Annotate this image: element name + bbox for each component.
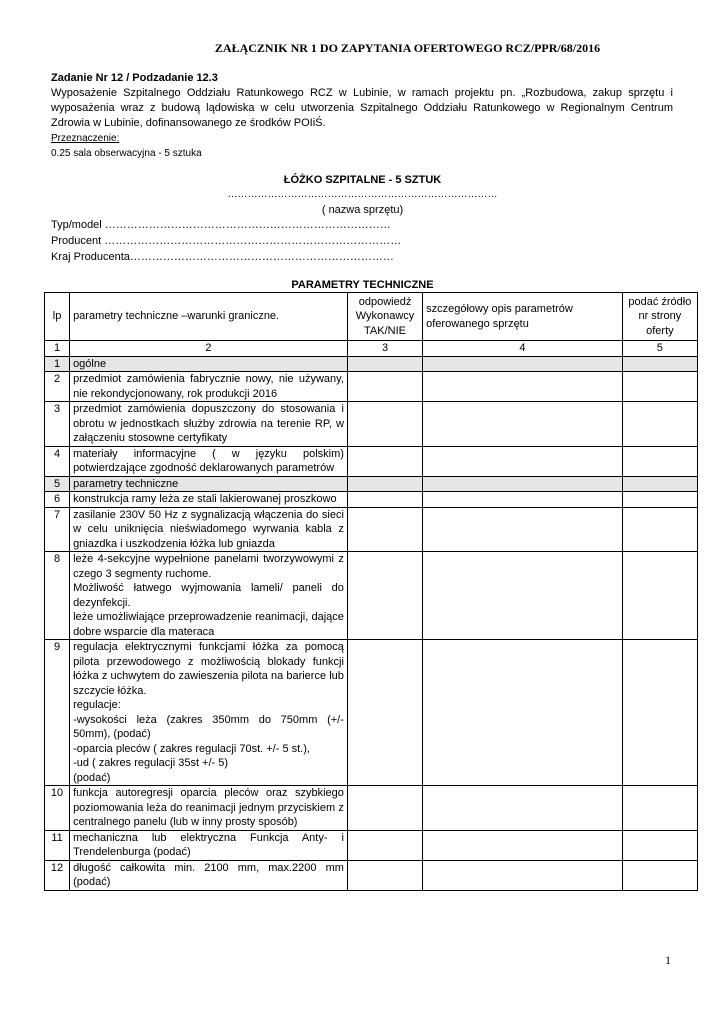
row-parameter: parametry techniczne bbox=[70, 476, 348, 492]
row-parameter: mechaniczna lub elektryczna Funkcja Anty- i Trendelenburga (podać) bbox=[70, 830, 348, 860]
description-cell[interactable] bbox=[423, 492, 623, 508]
col-number: 5 bbox=[622, 341, 697, 357]
table-row bbox=[45, 492, 698, 508]
table-row bbox=[45, 860, 698, 890]
source-cell[interactable] bbox=[622, 786, 697, 831]
source-cell[interactable] bbox=[622, 372, 697, 402]
table-row bbox=[45, 507, 698, 552]
row-number: 8 bbox=[45, 552, 70, 640]
row-parameter: zasilanie 230V 50 Hz z sygnalizacją włączenia do sieci w celu uniknięcia nieświadomego wyrwania kabla z gniazdka i uszkodzenia łóżka lub gniazda bbox=[70, 507, 348, 552]
row-number: 9 bbox=[45, 640, 70, 786]
source-cell[interactable] bbox=[622, 552, 697, 640]
params-table bbox=[44, 292, 698, 891]
row-number: 6 bbox=[45, 492, 70, 508]
description-cell[interactable] bbox=[423, 860, 623, 890]
row-number: 3 bbox=[45, 402, 70, 447]
description-cell[interactable] bbox=[423, 402, 623, 447]
destination-value: 0.25 sala obserwacyjna - 5 sztuka bbox=[51, 148, 202, 159]
row-parameter: ogólne bbox=[70, 356, 348, 372]
row-number: 1 bbox=[45, 356, 70, 372]
col-number: 1 bbox=[45, 341, 70, 357]
parameter-line: leże 4-sekcyjne wypełnione panelami tworzywowymi z czego 3 segmenty ruchome. bbox=[73, 553, 344, 580]
equipment-fields bbox=[51, 217, 401, 265]
type-model-field: Typ/model …………………………………………………………………… bbox=[51, 219, 391, 231]
page-number: 1 bbox=[665, 953, 671, 967]
row-number: 10 bbox=[45, 786, 70, 831]
producer-field: Producent ……………………………………………………………………… bbox=[51, 235, 402, 247]
row-number: 2 bbox=[45, 372, 70, 402]
header-description: szczegółowy opis parametrów oferowanego sprzętu bbox=[423, 293, 623, 341]
row-number: 12 bbox=[45, 860, 70, 890]
destination-label: Przeznaczenie: bbox=[51, 133, 120, 144]
description-cell[interactable] bbox=[423, 830, 623, 860]
description-cell[interactable] bbox=[423, 356, 623, 372]
parameter-line: (podać) bbox=[73, 771, 111, 784]
description-cell[interactable] bbox=[423, 552, 623, 640]
description-cell[interactable] bbox=[423, 476, 623, 492]
parameter-line: regulacja elektrycznymi funkcjami łóżka za pomocą pilota przewodowego z możliwością blokady funkcji łóżka z uchwytem do zawieszenia pilota na barierce lub szczycie łóżka. bbox=[73, 641, 344, 697]
answer-cell[interactable] bbox=[347, 492, 422, 508]
table-row bbox=[45, 786, 698, 831]
row-parameter: przedmiot zamówienia fabrycznie nowy, nie używany, nie rekondycjonowany, rok produkcji 2016 bbox=[70, 372, 348, 402]
answer-cell[interactable] bbox=[347, 372, 422, 402]
parameter-line: regulacje: bbox=[73, 699, 121, 711]
answer-cell[interactable] bbox=[347, 786, 422, 831]
description-cell[interactable] bbox=[423, 640, 623, 786]
description-cell[interactable] bbox=[423, 446, 623, 476]
header-params: parametry techniczne –warunki graniczne. bbox=[70, 293, 348, 341]
source-cell[interactable] bbox=[622, 640, 697, 786]
description-cell[interactable] bbox=[423, 507, 623, 552]
col-number: 2 bbox=[70, 341, 348, 357]
answer-cell[interactable] bbox=[347, 640, 422, 786]
row-number: 4 bbox=[45, 446, 70, 476]
answer-cell[interactable] bbox=[347, 356, 422, 372]
source-cell[interactable] bbox=[622, 860, 697, 890]
equipment-name-line: ……………………………………………………………………… bbox=[227, 189, 498, 200]
answer-cell[interactable] bbox=[347, 476, 422, 492]
row-parameter: przedmiot zamówienia dopuszczony do stosowania i obrotu w jednostkach służby zdrowia na terenie RP, w załączeniu stosowne certyfikaty bbox=[70, 402, 348, 447]
row-number: 5 bbox=[45, 476, 70, 492]
parameter-line: leże umożliwiające przeprowadzenie reanimacji, dające dobre wsparcie dla materaca bbox=[73, 611, 344, 638]
column-number-row bbox=[45, 341, 698, 357]
table-row bbox=[45, 830, 698, 860]
source-cell[interactable] bbox=[622, 507, 697, 552]
row-parameter: materiały informacyjne ( w języku polskim) potwierdzające zgodność deklarowanych parametrów bbox=[70, 446, 348, 476]
source-cell[interactable] bbox=[622, 492, 697, 508]
source-cell[interactable] bbox=[622, 446, 697, 476]
row-parameter bbox=[70, 552, 348, 640]
table-row bbox=[45, 402, 698, 447]
task-number: Zadanie Nr 12 / Podzadanie 12.3 bbox=[51, 72, 218, 84]
description-cell[interactable] bbox=[423, 786, 623, 831]
parameter-line: -ud ( zakres regulacji 35st +/- 5) bbox=[73, 757, 229, 769]
equipment-name-label: ( nazwa sprzętu) bbox=[321, 204, 404, 216]
parameter-line: -oparcia pleców ( zakres regulacji 70st. +/- 5 st.), bbox=[73, 742, 310, 755]
table-header-row bbox=[45, 293, 698, 341]
answer-cell[interactable] bbox=[347, 402, 422, 447]
params-title: PARAMETRY TECHNICZNE bbox=[291, 279, 434, 291]
row-parameter: funkcja autoregresji oparcia pleców oraz szybkiego poziomowania leża do reanimacji jednym przyciskiem z centralnego panelu (lub w inny prosty sposób) bbox=[70, 786, 348, 831]
source-cell[interactable] bbox=[622, 830, 697, 860]
table-row bbox=[45, 356, 698, 372]
country-field: Kraj Producenta……………………………………………………………… bbox=[51, 251, 394, 263]
table-row bbox=[45, 640, 698, 786]
answer-cell[interactable] bbox=[347, 860, 422, 890]
header-source: podać źródło nr strony oferty bbox=[622, 293, 697, 341]
attachment-title: ZAŁĄCZNIK NR 1 DO ZAPYTANIA OFERTOWEGO RCZ/PPR/68/2016 bbox=[214, 41, 601, 55]
col-number: 4 bbox=[423, 341, 623, 357]
row-number: 11 bbox=[45, 830, 70, 860]
answer-cell[interactable] bbox=[347, 446, 422, 476]
item-title: ŁÓŻKO SZPITALNE - 5 SZTUK bbox=[283, 174, 442, 186]
header-lp: lp bbox=[45, 293, 70, 341]
table-row bbox=[45, 476, 698, 492]
row-parameter: konstrukcja ramy leża ze stali lakierowanej proszkowo bbox=[70, 492, 348, 508]
answer-cell[interactable] bbox=[347, 507, 422, 552]
task-description: Wyposażenie Szpitalnego Oddziału Ratunkowego RCZ w Lubinie, w ramach projektu pn. „Rozbudowa, zakup sprzętu i wyposażenia wraz z budową lądowiska w celu utworzenia Szpitalnego Oddziału Ratunkowego w Regionalnym Centrum Zdrowia w Lubinie, dofinansowanego ze środków POIiŚ. bbox=[51, 87, 673, 129]
answer-cell[interactable] bbox=[347, 830, 422, 860]
header-answer: odpowiedź Wykonawcy TAK/NIE bbox=[347, 293, 422, 341]
parameter-line: -wysokości leża (zakres 350mm do 750mm (+/- 50mm), (podać) bbox=[73, 713, 344, 740]
table-row bbox=[45, 372, 698, 402]
col-number: 3 bbox=[347, 341, 422, 357]
table-row bbox=[45, 552, 698, 640]
answer-cell[interactable] bbox=[347, 552, 422, 640]
source-cell[interactable] bbox=[622, 476, 697, 492]
table-row bbox=[45, 446, 698, 476]
intro-section bbox=[51, 71, 673, 161]
parameter-line: Możliwość łatwego wyjmowania lameli/ paneli do dezynfekcji. bbox=[73, 582, 344, 609]
description-cell[interactable] bbox=[423, 372, 623, 402]
row-parameter: długość całkowita min. 2100 mm, max.2200 mm (podać) bbox=[70, 860, 348, 890]
source-cell[interactable] bbox=[622, 356, 697, 372]
row-parameter bbox=[70, 640, 348, 786]
row-number: 7 bbox=[45, 507, 70, 552]
source-cell[interactable] bbox=[622, 402, 697, 447]
